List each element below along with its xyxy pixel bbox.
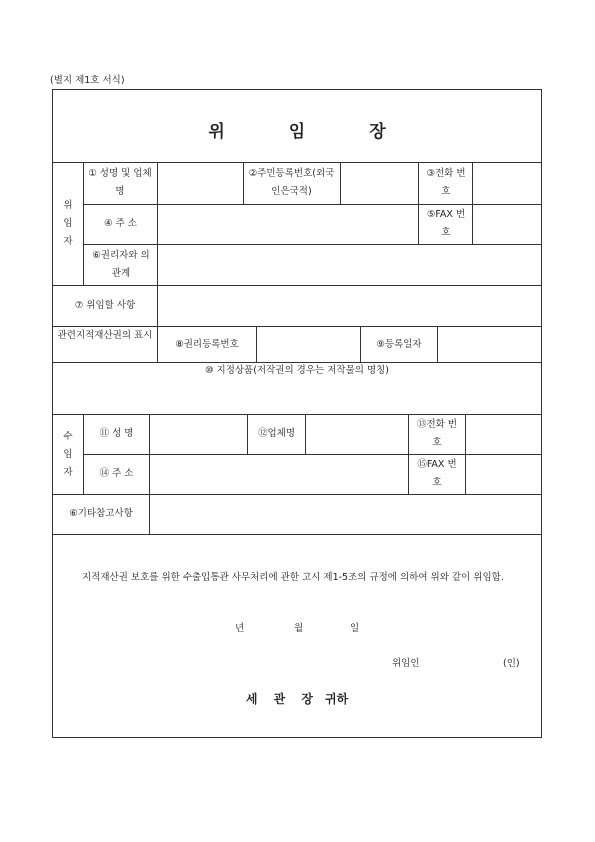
form-title: 위 임 장 (208, 122, 386, 142)
date-year-label: 년 (235, 623, 245, 634)
delegatee-fax-label: ⑮FAX 번호 (417, 459, 457, 488)
delegator-rrn-label: ②주민등록번호(외국인은국적) (248, 168, 335, 197)
delegation-statement: 지적재산권 보호를 위한 수출입통관 사무처리에 관한 고시 제1-5조의 규정에 의하여 위와 같이 위임함. (82, 572, 504, 583)
date-day-label: 일 (350, 623, 360, 634)
reg-number-label: ⑧권리등록번호 (175, 339, 239, 350)
delegator-address-label: ④ 주 소 (104, 218, 137, 229)
delegator-relation-label: ⑥권리자와 의 관계 (92, 250, 150, 279)
delegator-side-label: 위 임 자 (63, 200, 73, 247)
delegatee-name-label: ⑪ 성 명 (99, 428, 134, 439)
trademark-label: ⑩ 지정상품(저작권의 경우는 저작물의 명칭) (204, 365, 390, 376)
delegatee-side-label: 수 임 자 (63, 431, 73, 478)
delegator-sign-label: 위임인 (392, 658, 420, 669)
form-number-label: (별지 제1호 서식) (50, 75, 125, 86)
other-notes-label: ⑥기타참고사항 (69, 508, 133, 519)
date-month-label: 월 (294, 623, 304, 634)
addressee-line: 세 관 장 귀하 (245, 692, 349, 706)
reg-date-label: ⑨등록일자 (376, 339, 422, 350)
ip-label: 관련지적재산권의 표시 (57, 330, 153, 341)
delegator-fax-label: ⑤FAX 번호 (426, 209, 466, 238)
delegator-phone-label: ③전화 번호 (426, 168, 466, 197)
delegator-name-label: ① 성명 및 업체명 (88, 168, 152, 197)
delegatee-address-label: ⑭ 주 소 (99, 468, 134, 479)
delegatee-phone-label: ⑬전화 번호 (416, 419, 458, 448)
seal-label: (인) (503, 658, 520, 669)
delegatee-company-label: ⑫업체명 (257, 428, 296, 439)
delegated-matter-label: ⑦ 위임할 사항 (74, 300, 136, 311)
